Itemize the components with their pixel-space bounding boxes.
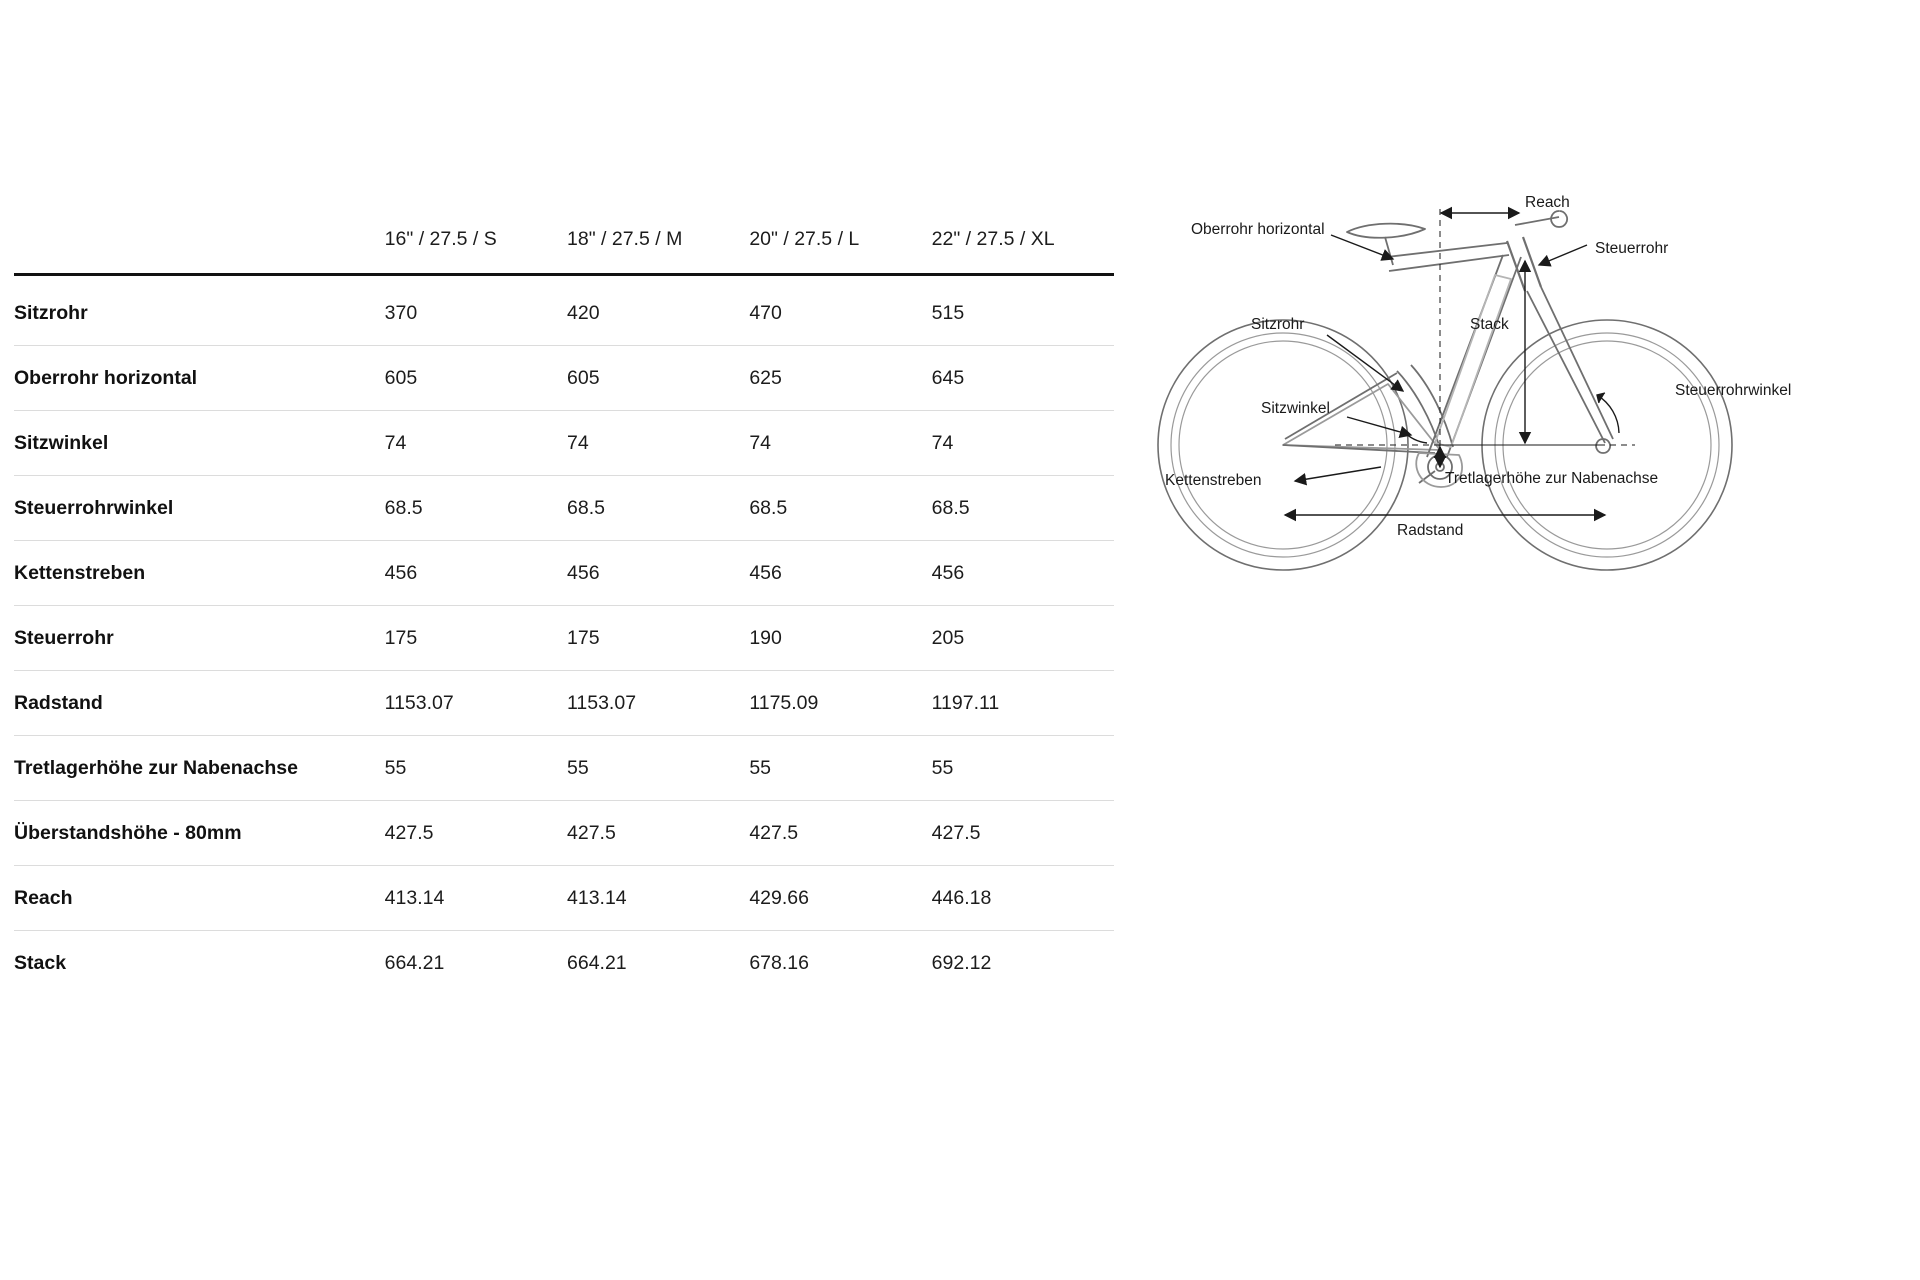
row-value: 446.18 bbox=[932, 866, 1114, 931]
table-row bbox=[14, 476, 1114, 541]
row-value: 515 bbox=[932, 275, 1114, 346]
bike-frame bbox=[1283, 211, 1613, 487]
row-label: Sitzrohr bbox=[14, 275, 385, 346]
table-row bbox=[14, 671, 1114, 736]
row-value: 74 bbox=[932, 411, 1114, 476]
sitzrohr-leader bbox=[1327, 335, 1403, 391]
table-row bbox=[14, 606, 1114, 671]
row-value: 427.5 bbox=[749, 801, 931, 866]
row-value: 1197.11 bbox=[932, 671, 1114, 736]
label-kettenstreben: Kettenstreben bbox=[1165, 472, 1262, 489]
row-label: Stack bbox=[14, 952, 67, 974]
label-tretlagerhoehe: Tretlagerhöhe zur Nabenachse bbox=[1445, 470, 1659, 487]
row-value: 68.5 bbox=[385, 476, 567, 541]
row-value: 605 bbox=[567, 346, 749, 411]
row-value: 175 bbox=[385, 606, 567, 671]
row-label: Sitzwinkel bbox=[14, 411, 385, 476]
header-cell-size-4: 22" / 27.5 / XL bbox=[931, 228, 1055, 250]
row-value: 1153.07 bbox=[385, 671, 567, 736]
label-steuerrohrwinkel: Steuerrohrwinkel bbox=[1675, 382, 1792, 399]
label-sitzrohr: Sitzrohr bbox=[1251, 316, 1305, 333]
label-radstand: Radstand bbox=[1397, 522, 1464, 539]
steuerrohr-leader bbox=[1539, 245, 1587, 265]
row-value: 664.21 bbox=[384, 952, 445, 974]
kettenstreben-leader bbox=[1295, 467, 1381, 481]
row-value: 175 bbox=[567, 606, 749, 671]
row-value: 74 bbox=[567, 411, 749, 476]
label-reach: Reach bbox=[1525, 195, 1570, 211]
row-value: 74 bbox=[385, 411, 567, 476]
table-row bbox=[14, 931, 1114, 996]
row-value: 370 bbox=[385, 275, 567, 346]
row-value: 429.66 bbox=[749, 866, 931, 931]
row-label: Tretlagerhöhe zur Nabenachse bbox=[14, 736, 385, 801]
sitzwinkel-leader bbox=[1347, 417, 1411, 435]
row-value: 68.5 bbox=[567, 476, 749, 541]
row-value: 678.16 bbox=[749, 952, 809, 974]
row-value: 1175.09 bbox=[749, 671, 931, 736]
table-row bbox=[14, 275, 1114, 346]
row-value: 605 bbox=[385, 346, 567, 411]
row-value: 427.5 bbox=[567, 801, 749, 866]
bike-geometry-diagram bbox=[1135, 195, 1905, 665]
row-value: 470 bbox=[749, 275, 931, 346]
row-value: 456 bbox=[749, 541, 931, 606]
table-body bbox=[14, 275, 1114, 996]
row-value: 1153.07 bbox=[567, 671, 749, 736]
table-header bbox=[14, 228, 1114, 275]
oberrohr-leader bbox=[1331, 235, 1393, 259]
row-value: 664.21 bbox=[567, 952, 627, 974]
header-cell-size-1: 16" / 27.5 / S bbox=[384, 228, 497, 250]
row-label: Oberrohr horizontal bbox=[14, 346, 385, 411]
row-value: 55 bbox=[567, 736, 749, 801]
row-value: 55 bbox=[385, 736, 567, 801]
table-row bbox=[14, 411, 1114, 476]
row-value: 427.5 bbox=[385, 801, 567, 866]
row-value: 645 bbox=[932, 346, 1114, 411]
row-label: Überstandshöhe - 80mm bbox=[14, 801, 385, 866]
label-steuerrohr: Steuerrohr bbox=[1595, 240, 1669, 257]
row-value: 413.14 bbox=[385, 866, 567, 931]
row-value: 68.5 bbox=[932, 476, 1114, 541]
row-value: 420 bbox=[567, 275, 749, 346]
table-row bbox=[14, 346, 1114, 411]
construction-lines bbox=[1335, 209, 1635, 467]
row-value: 456 bbox=[932, 541, 1114, 606]
row-label: Kettenstreben bbox=[14, 541, 385, 606]
geometry-table bbox=[14, 228, 1114, 995]
row-value: 55 bbox=[932, 736, 1114, 801]
header-cell-size-3: 20" / 27.5 / L bbox=[749, 228, 860, 250]
row-value: 190 bbox=[749, 606, 931, 671]
header-cell-size-2: 18" / 27.5 / M bbox=[567, 228, 683, 250]
table-row bbox=[14, 541, 1114, 606]
table-header-row bbox=[14, 228, 1114, 275]
row-value: 427.5 bbox=[932, 801, 1114, 866]
row-value: 205 bbox=[932, 606, 1114, 671]
label-oberrohr-horizontal: Oberrohr horizontal bbox=[1191, 221, 1325, 238]
row-value: 692.12 bbox=[931, 952, 992, 974]
table-row bbox=[14, 736, 1114, 801]
row-value: 55 bbox=[749, 736, 931, 801]
header-cell-label bbox=[14, 228, 385, 275]
steuerrohrwinkel-arrowhead bbox=[1597, 393, 1605, 403]
row-label: Radstand bbox=[14, 671, 385, 736]
row-value: 456 bbox=[385, 541, 567, 606]
row-label: Steuerrohr bbox=[14, 606, 385, 671]
row-value: 625 bbox=[749, 346, 931, 411]
geometry-table-container bbox=[14, 228, 1124, 995]
label-sitzwinkel: Sitzwinkel bbox=[1261, 400, 1330, 417]
row-value: 74 bbox=[749, 411, 931, 476]
row-label: Steuerrohrwinkel bbox=[14, 476, 385, 541]
table-row bbox=[14, 866, 1114, 931]
row-value: 68.5 bbox=[749, 476, 931, 541]
row-value: 413.14 bbox=[567, 866, 749, 931]
row-value: 456 bbox=[567, 541, 749, 606]
row-label: Reach bbox=[14, 866, 385, 931]
table-row bbox=[14, 801, 1114, 866]
label-stack: Stack bbox=[1470, 316, 1509, 333]
